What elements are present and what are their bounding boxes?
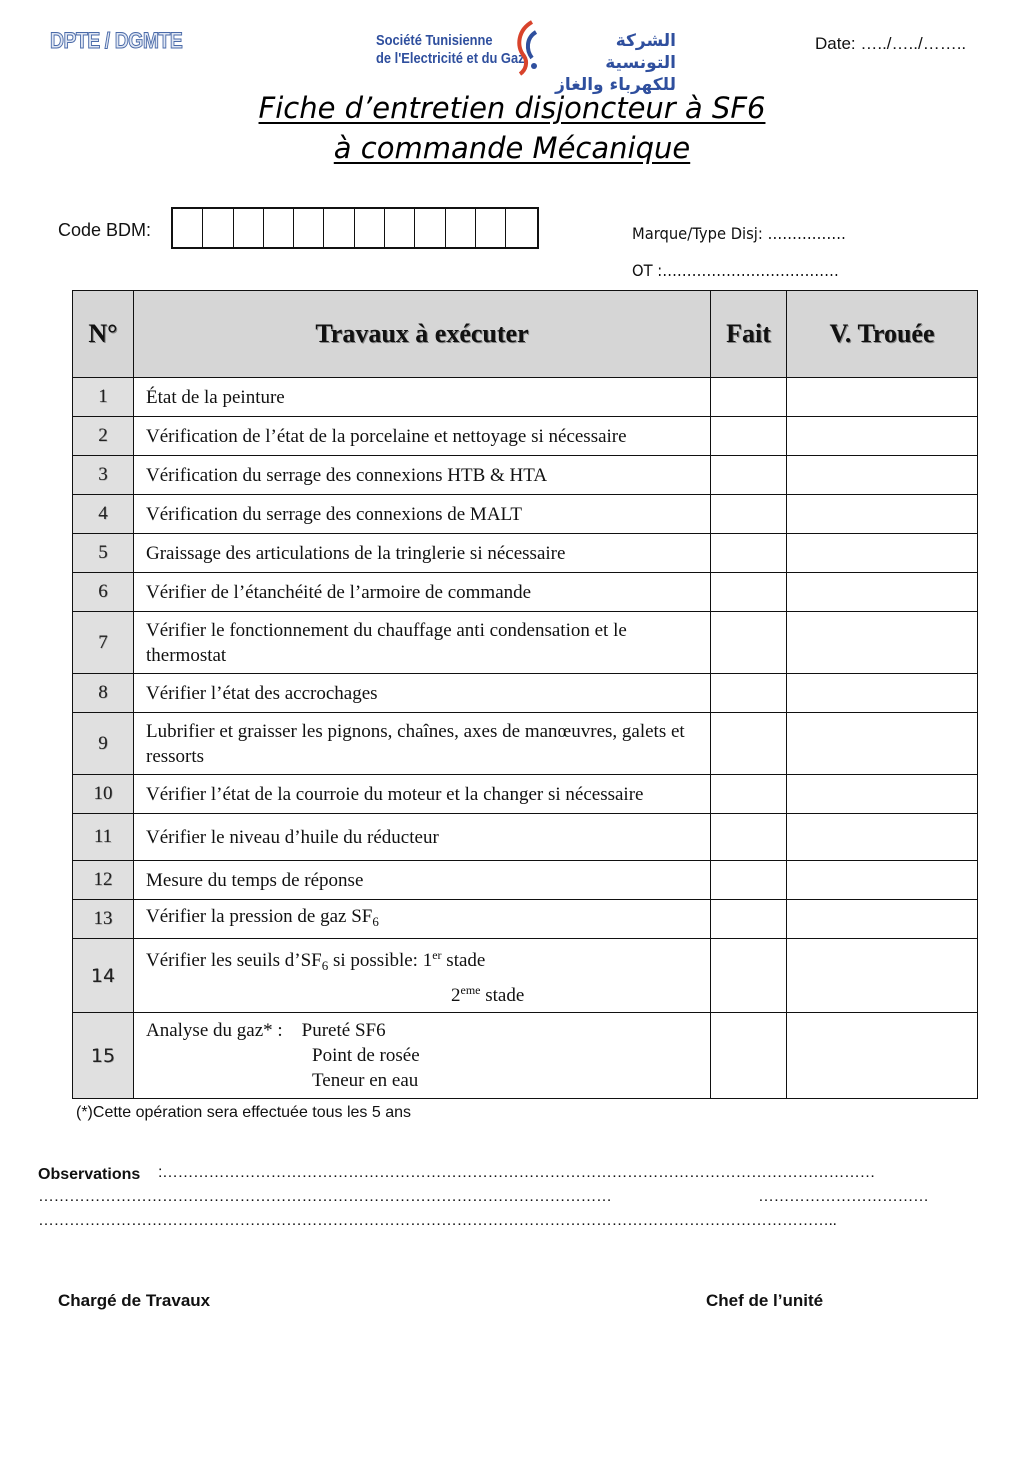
row-task: Vérification du serrage des connexions de MALT: [134, 495, 711, 534]
org-code: DPTE / DGMTE: [50, 28, 183, 53]
vt-cell[interactable]: [787, 1013, 978, 1099]
fait-cell[interactable]: [711, 939, 787, 1013]
code-box[interactable]: [173, 209, 203, 247]
task-line2: [146, 978, 698, 1008]
code-bdm-label: Code BDM:: [58, 220, 152, 240]
logo-fr-line1: Société Tunisienne: [376, 32, 493, 49]
task-text: Vérifier la pression de gaz SF: [146, 906, 373, 927]
fait-cell[interactable]: [711, 456, 787, 495]
title-line1: Fiche d’entretien disjoncteur à SF6: [258, 91, 766, 125]
row-task: Mesure du temps de réponse: [134, 861, 711, 900]
vt-cell[interactable]: [787, 900, 978, 939]
code-box[interactable]: [385, 209, 415, 247]
table-row: [73, 674, 978, 713]
logo-arabic-text: [546, 30, 676, 96]
task-text: Vérifier les seuils d’SF: [146, 950, 322, 971]
code-bdm-boxes[interactable]: [171, 207, 539, 249]
fait-cell[interactable]: [711, 674, 787, 713]
page-title: [0, 88, 1024, 168]
row-number: 10: [73, 775, 134, 814]
table-header-row: [73, 291, 978, 378]
logo-ar-line2: للكهرباء والغاز: [555, 75, 676, 95]
vt-cell[interactable]: [787, 378, 978, 417]
row-task: État de la peinture: [134, 378, 711, 417]
fait-cell[interactable]: [711, 378, 787, 417]
vt-cell[interactable]: [787, 861, 978, 900]
row-number: 14: [73, 939, 134, 1013]
table-row: [73, 713, 978, 775]
row-number: 8: [73, 674, 134, 713]
fait-cell[interactable]: [711, 417, 787, 456]
subscript: 6: [321, 958, 329, 973]
fait-cell[interactable]: [711, 495, 787, 534]
task-text: si possible: 1: [328, 950, 433, 971]
observations-line1[interactable]: :…………………………………………………………………………………………………………………………: [158, 1164, 875, 1181]
table-row: [73, 534, 978, 573]
table-row: [73, 775, 978, 814]
observations-line2b[interactable]: ……………………………: [758, 1188, 929, 1205]
fait-cell[interactable]: [711, 573, 787, 612]
date-field[interactable]: Date: …../…../……..: [815, 34, 967, 53]
vt-cell[interactable]: [787, 775, 978, 814]
code-box[interactable]: [203, 209, 233, 247]
header-vt: V. Trouée: [787, 291, 978, 378]
vt-cell[interactable]: [787, 612, 978, 674]
superscript: er: [432, 948, 442, 962]
superscript: eme: [460, 983, 481, 997]
marque-type-field[interactable]: Marque/Type Disj: …………….: [632, 224, 846, 243]
row-task: Vérifier le fonctionnement du chauffage anti condensation et le thermostat: [134, 612, 711, 674]
row-task: [134, 939, 711, 1013]
table-row: [73, 456, 978, 495]
row-number: 13: [73, 900, 134, 939]
row-task: [134, 1013, 711, 1099]
code-box[interactable]: [294, 209, 324, 247]
row-task: Vérifier le niveau d’huile du réducteur: [134, 814, 711, 861]
code-box[interactable]: [264, 209, 294, 247]
row-number: 1: [73, 378, 134, 417]
fait-cell[interactable]: [711, 713, 787, 775]
table-row: [73, 900, 978, 939]
subscript: 6: [372, 914, 379, 929]
observations-line3[interactable]: ………………………………………………………………………………………………………………………………………..: [38, 1212, 837, 1229]
vt-cell[interactable]: [787, 939, 978, 1013]
row-task: Vérification de l’état de la porcelaine et nettoyage si nécessaire: [134, 417, 711, 456]
ot-field[interactable]: OT :………………………………: [632, 261, 839, 280]
row-number: 12: [73, 861, 134, 900]
fait-cell[interactable]: [711, 612, 787, 674]
vt-cell[interactable]: [787, 495, 978, 534]
logo-fr-line2: de l'Electricité et du Gaz: [376, 50, 525, 67]
row-number: 15: [73, 1013, 134, 1099]
code-box[interactable]: [415, 209, 445, 247]
row-task: Lubrifier et graisser les pignons, chaînes, axes de manœuvres, galets et ressorts: [134, 713, 711, 775]
title-line2: à commande Mécanique: [333, 131, 691, 165]
row-number: 5: [73, 534, 134, 573]
signature-chef-unite: Chef de l’unité: [706, 1291, 824, 1310]
row-task: [134, 900, 711, 939]
observations-line2[interactable]: …………………………………………………………………………………………………: [38, 1188, 612, 1205]
table-row: [73, 417, 978, 456]
task-line1: Analyse du gaz* : Pureté SF6: [146, 1020, 386, 1041]
task-line2: Point de rosée: [312, 1045, 420, 1066]
steg-logo: [376, 16, 706, 95]
fait-cell[interactable]: [711, 900, 787, 939]
vt-cell[interactable]: [787, 573, 978, 612]
header-num: N°: [73, 291, 134, 378]
logo-ar-line1: الشركة التونسية: [605, 31, 676, 73]
row-task: Vérification du serrage des connexions HTB & HTA: [134, 456, 711, 495]
table-row: [73, 939, 978, 1013]
row-number: 6: [73, 573, 134, 612]
row-task: Graissage des articulations de la tringlerie si nécessaire: [134, 534, 711, 573]
vt-cell[interactable]: [787, 456, 978, 495]
table-row: [73, 495, 978, 534]
fait-cell[interactable]: [711, 861, 787, 900]
task-text: 2: [451, 985, 461, 1006]
table-row: [73, 378, 978, 417]
maintenance-table: [72, 290, 978, 1099]
row-task: Vérifier l’état de la courroie du moteur et la changer si nécessaire: [134, 775, 711, 814]
task-text: stade: [441, 950, 486, 971]
row-number: 11: [73, 814, 134, 861]
table-row: [73, 573, 978, 612]
fait-cell[interactable]: [711, 775, 787, 814]
row-number: 3: [73, 456, 134, 495]
code-box[interactable]: [506, 209, 536, 247]
code-box[interactable]: [234, 209, 264, 247]
task-text: stade: [480, 985, 525, 1006]
fait-cell[interactable]: [711, 1013, 787, 1099]
row-task: Vérifier de l’étanchéité de l’armoire de commande: [134, 573, 711, 612]
observations-label: Observations: [38, 1166, 141, 1183]
row-number: 2: [73, 417, 134, 456]
table-row: [73, 861, 978, 900]
row-task: Vérifier l’état des accrochages: [134, 674, 711, 713]
fait-cell[interactable]: [711, 534, 787, 573]
header-fait: Fait: [711, 291, 787, 378]
row-number: 4: [73, 495, 134, 534]
vt-cell[interactable]: [787, 417, 978, 456]
row-number: 7: [73, 612, 134, 674]
table-row: [73, 612, 978, 674]
task-line3: Teneur en eau: [312, 1070, 419, 1091]
row-number: 9: [73, 713, 134, 775]
table-row: [73, 814, 978, 861]
header-task: Travaux à exécuter: [134, 291, 711, 378]
signature-charge-travaux: Chargé de Travaux: [58, 1291, 211, 1310]
code-box[interactable]: [324, 209, 354, 247]
table-row: [73, 1013, 978, 1099]
steg-emblem-icon: [512, 20, 542, 76]
logo-french-text: [376, 32, 525, 68]
vt-cell[interactable]: [787, 534, 978, 573]
footnote: (*)Cette opération sera effectuée tous les 5 ans: [76, 1104, 412, 1121]
code-box[interactable]: [476, 209, 506, 247]
code-box[interactable]: [355, 209, 385, 247]
vt-cell[interactable]: [787, 713, 978, 775]
vt-cell[interactable]: [787, 674, 978, 713]
code-box[interactable]: [446, 209, 476, 247]
fait-cell[interactable]: [711, 814, 787, 861]
vt-cell[interactable]: [787, 814, 978, 861]
